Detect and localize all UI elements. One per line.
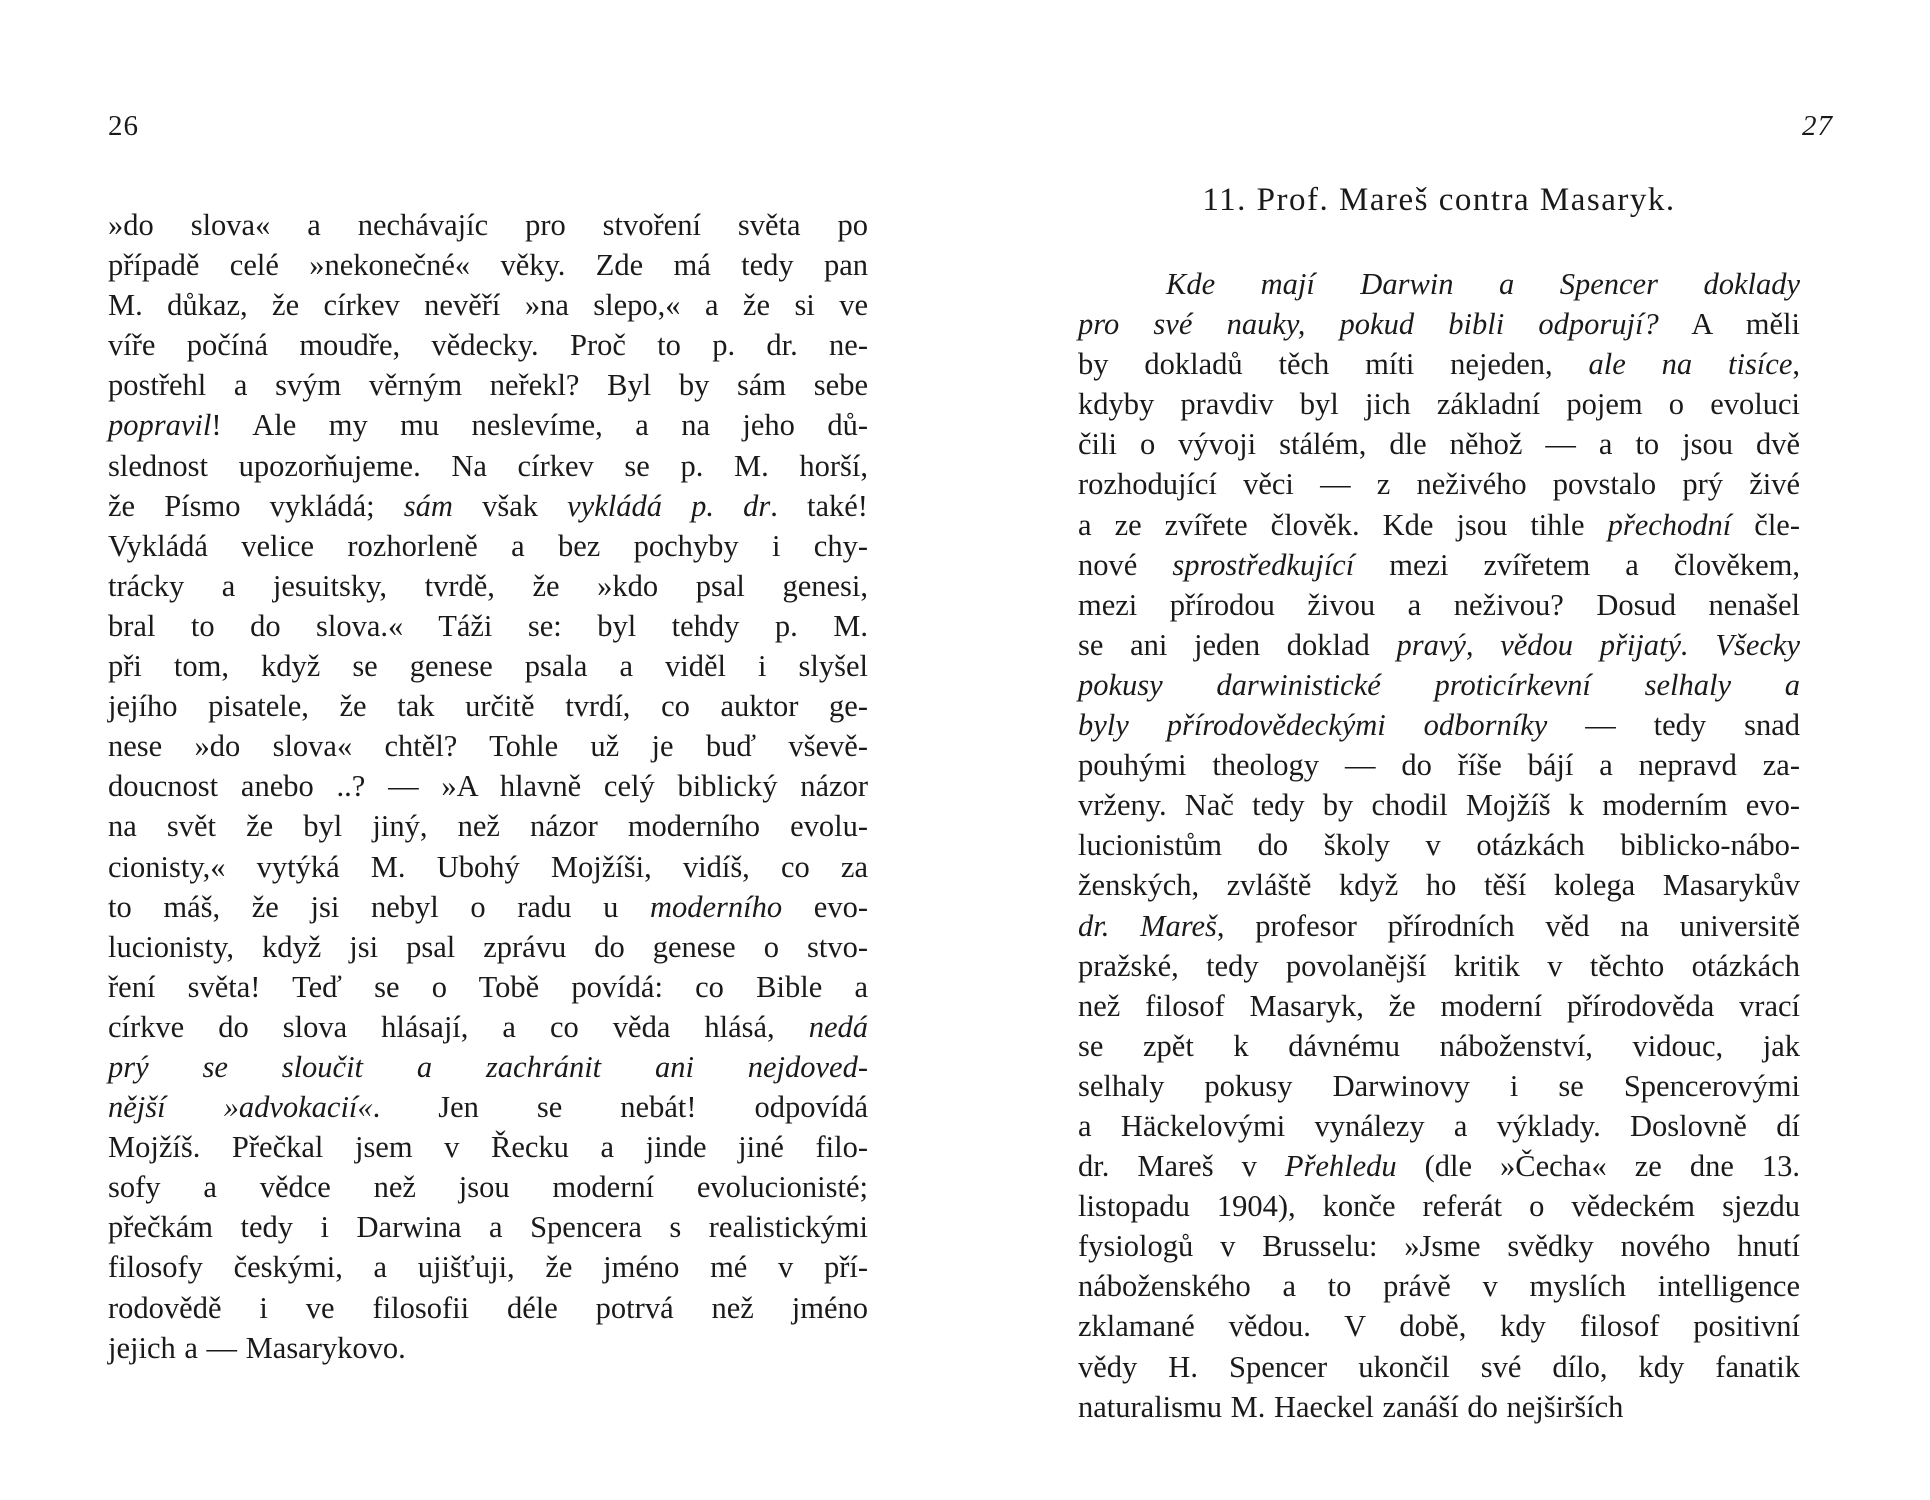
right-page-text xyxy=(1078,264,1800,1427)
text-line xyxy=(1078,1347,1800,1387)
right-page xyxy=(965,0,1930,1500)
text-line xyxy=(108,446,868,486)
text-line xyxy=(108,285,868,325)
italic-run: moderního xyxy=(649,889,783,924)
text-line xyxy=(108,566,868,606)
text-line xyxy=(108,1247,868,1287)
text-run: čili o vývoji stálém, dle něhož — a to jsou dvě xyxy=(1078,427,1800,462)
italic-run: Přehledu xyxy=(1284,1149,1397,1184)
text-line xyxy=(108,365,868,405)
italic-run: popravil xyxy=(108,408,212,443)
text-line xyxy=(1078,1066,1800,1106)
text-line xyxy=(108,686,868,726)
text-line xyxy=(108,325,868,365)
text-run: víře počíná moudře, vědecky. Proč to p. dr. ne- xyxy=(108,328,868,363)
text-run: vrženy. Nač tedy by chodil Mojžíš k moderním evo- xyxy=(1078,788,1800,823)
text-run: pouhými theology — do říše bájí a nepravd za- xyxy=(1078,748,1800,783)
text-line xyxy=(1078,1146,1800,1186)
text-line xyxy=(1078,1266,1800,1306)
text-run: případě celé »nekonečné« věky. Zde má tedy pan xyxy=(108,248,868,283)
text-line xyxy=(108,526,868,566)
text-run: že Písmo vykládá; xyxy=(108,488,404,523)
text-run: se ani jeden doklad xyxy=(1078,627,1397,662)
text-run: ření světa! Teď se o Tobě povídá: co Bible a xyxy=(108,969,868,1004)
text-line xyxy=(108,1167,868,1207)
text-line xyxy=(108,405,868,445)
text-run: čle- xyxy=(1731,507,1800,542)
text-line xyxy=(108,1127,868,1167)
text-line xyxy=(1078,464,1800,504)
text-run: se zpět k dávnému náboženství, vidouc, jak xyxy=(1078,1028,1800,1063)
text-line xyxy=(108,726,868,766)
text-line xyxy=(1078,625,1800,665)
text-line xyxy=(1078,384,1800,424)
text-line xyxy=(108,1087,868,1127)
text-line xyxy=(1078,424,1800,464)
text-line xyxy=(108,967,868,1007)
text-run: fysiologů v Brusselu: »Jsme svědky nového hnutí xyxy=(1078,1229,1800,1264)
text-line xyxy=(1078,986,1800,1026)
text-run: zklamané vědou. V době, kdy filosof positivní xyxy=(1078,1309,1800,1344)
italic-run: pro své nauky, pokud bibli odporují? xyxy=(1078,307,1659,342)
text-line xyxy=(1078,1026,1800,1066)
text-run: rozhodující věci — z neživého povstalo prý živé xyxy=(1078,467,1800,502)
text-line xyxy=(1078,304,1800,344)
text-run: náboženského a to právě v myslích intelligence xyxy=(1078,1269,1800,1304)
text-run: »do slova« a nechávajíc pro stvoření světa po xyxy=(108,208,868,242)
text-line xyxy=(1078,545,1800,585)
text-line xyxy=(108,847,868,887)
text-run: M. důkaz, že církev nevěří »na slepo,« a že si ve xyxy=(108,288,868,323)
italic-run: prý se sloučit a zachránit ani nejdoved- xyxy=(108,1049,868,1084)
text-run: by dokladů těch míti nejeden, xyxy=(1078,347,1589,382)
text-run: však xyxy=(452,488,568,523)
text-line xyxy=(108,606,868,646)
text-line xyxy=(108,1288,868,1328)
text-line xyxy=(108,486,868,526)
text-line xyxy=(108,1047,868,1087)
text-line xyxy=(1078,906,1800,946)
text-run: doucnost anebo ..? — »A hlavně celý biblický názor xyxy=(108,769,868,804)
text-run: dr. Mareš v xyxy=(1078,1149,1285,1184)
text-line xyxy=(108,1207,868,1247)
italic-run: byly přírodovědeckými odborníky xyxy=(1078,708,1548,743)
italic-run: sám xyxy=(403,488,453,523)
text-run: nese »do slova« chtěl? Tohle už je buď vševě- xyxy=(108,729,868,764)
text-run: postřehl a svým věrným neřekl? Byl by sám sebe xyxy=(108,368,868,403)
text-line xyxy=(108,806,868,846)
text-line xyxy=(1078,1186,1800,1226)
text-line xyxy=(1078,745,1800,785)
page-number-left: 26 xyxy=(108,110,139,142)
text-run: . Jen se nebát! odpovídá xyxy=(372,1090,868,1125)
text-line xyxy=(108,927,868,967)
text-run: než filosof Masaryk, že moderní přírodověda vrací xyxy=(1078,988,1800,1023)
text-run: . také! xyxy=(770,488,868,523)
text-run: to máš, že jsi nebyl o radu u xyxy=(108,889,650,924)
text-run: (dle »Čecha« ze dne 13. xyxy=(1396,1149,1800,1184)
text-run: pražské, tedy povolanější kritik v těchto otázkách xyxy=(1078,948,1800,983)
text-line xyxy=(1078,344,1800,384)
text-line xyxy=(1078,785,1800,825)
text-line xyxy=(1078,865,1800,905)
text-run: lucionistům do školy v otázkách biblicko-nábo- xyxy=(1078,828,1800,863)
text-run: jejich a — Masarykovo. xyxy=(108,1330,406,1365)
text-run: nové xyxy=(1078,547,1173,582)
italic-run: přechodní xyxy=(1607,507,1732,542)
text-line xyxy=(1078,665,1800,705)
left-page-text xyxy=(108,205,868,1368)
text-run: mezi zvířetem a člověkem, xyxy=(1354,547,1800,582)
italic-run: pravý, vědou přijatý. Všecky xyxy=(1396,627,1800,662)
text-line xyxy=(1078,505,1800,545)
text-line xyxy=(108,205,868,245)
text-run: jejího pisatele, že tak určitě tvrdí, co auktor ge- xyxy=(108,689,868,724)
text-run: mezi přírodou živou a neživou? Dosud nenašel xyxy=(1078,587,1800,622)
text-line xyxy=(108,646,868,686)
italic-run: nedá xyxy=(808,1009,868,1044)
text-run: a Häckelovými vynálezy a výklady. Doslovně dí xyxy=(1078,1108,1800,1143)
text-run: kdyby pravdiv byl jich základní pojem o evoluci xyxy=(1078,387,1800,422)
text-run: při tom, když se genese psala a viděl i slyšel xyxy=(108,649,868,684)
italic-run: nější »advokacií« xyxy=(108,1090,373,1125)
text-run: evo- xyxy=(782,889,868,924)
text-line xyxy=(1078,264,1800,304)
text-run: bral to do slova.« Táži se: byl tehdy p. M. xyxy=(108,608,868,643)
text-run: přečkám tedy i Darwina a Spencera s realistickými xyxy=(108,1210,868,1245)
text-line xyxy=(1078,1106,1800,1146)
text-run: , xyxy=(1792,347,1800,382)
italic-run: pokusy darwinistické proticírkevní selhaly a xyxy=(1078,667,1800,702)
text-run: církve do slova hlásají, a co věda hlásá, xyxy=(108,1009,809,1044)
text-run: ženských, zvláště když ho těší kolega Masarykův xyxy=(1078,868,1800,903)
text-run: a ze zvířete člověk. Kde jsou tihle xyxy=(1078,507,1608,542)
text-run: Vykládá velice rozhorleně a bez pochyby i chy- xyxy=(108,528,868,563)
text-run: A měli xyxy=(1658,307,1800,342)
text-run: filosofy českými, a ujišťuji, že jméno mé v pří- xyxy=(108,1250,868,1285)
italic-run: sprostředkující xyxy=(1172,547,1355,582)
text-line xyxy=(108,1007,868,1047)
text-run: ! Ale my mu neslevíme, a na jeho dů- xyxy=(211,408,868,443)
text-line xyxy=(108,1328,868,1368)
text-run: sofy a vědce než jsou moderní evolucionisté; xyxy=(108,1170,868,1205)
text-line xyxy=(1078,946,1800,986)
text-run: rodovědě i ve filosofii déle potrvá než jméno xyxy=(108,1290,868,1325)
italic-run: Kde mají Darwin a Spencer doklady xyxy=(1166,267,1800,301)
text-line xyxy=(108,887,868,927)
text-run: lucionisty, když jsi psal zprávu do genese o stvo- xyxy=(108,929,868,964)
text-run: Mojžíš. Přečkal jsem v Řecku a jinde jiné filo- xyxy=(108,1130,868,1165)
text-line xyxy=(1078,825,1800,865)
text-line xyxy=(1078,1226,1800,1266)
text-run: naturalismu M. Haeckel zanáší do nejširších xyxy=(1078,1389,1624,1424)
text-run: , profesor přírodních věd na universitě xyxy=(1216,908,1800,943)
text-run: na svět že byl jiný, než názor moderního evolu- xyxy=(108,809,868,844)
text-line xyxy=(1078,1387,1800,1427)
section-heading: 11. Prof. Mareš contra Masaryk. xyxy=(1202,182,1676,218)
page-number-right: 27 xyxy=(1802,110,1833,142)
text-run: cionisty,« vytýká M. Ubohý Mojžíši, vidíš, co za xyxy=(108,849,868,884)
text-run: trácky a jesuitsky, tvrdě, že »kdo psal genesi, xyxy=(108,568,868,603)
text-run: — tedy snad xyxy=(1547,708,1800,743)
text-line xyxy=(1078,705,1800,745)
text-run: slednost upozorňujeme. Na církev se p. M. horší, xyxy=(108,448,868,483)
italic-run: vykládá p. dr xyxy=(567,488,771,523)
text-run: selhaly pokusy Darwinovy i se Spencerovými xyxy=(1078,1068,1800,1103)
italic-run: dr. Mareš xyxy=(1078,908,1217,943)
text-run: listopadu 1904), konče referát o vědeckém sjezdu xyxy=(1078,1189,1800,1224)
text-line xyxy=(108,245,868,285)
italic-run: ale na tisíce xyxy=(1588,347,1793,382)
text-line xyxy=(108,766,868,806)
text-line xyxy=(1078,585,1800,625)
text-line xyxy=(1078,1306,1800,1346)
text-run: vědy H. Spencer ukončil své dílo, kdy fanatik xyxy=(1078,1349,1800,1384)
